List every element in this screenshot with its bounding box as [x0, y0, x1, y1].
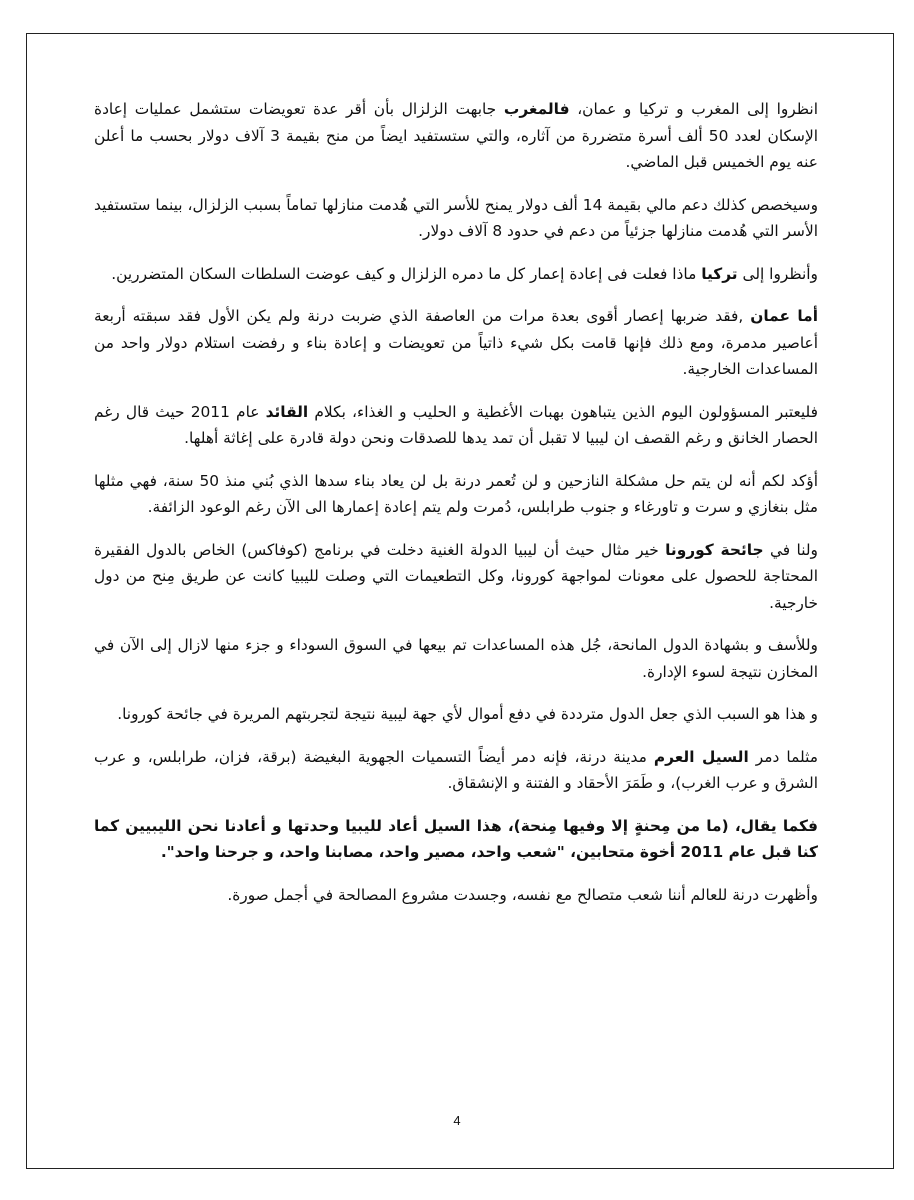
text-segment: وأنظروا إلى	[737, 264, 818, 283]
text-segment: خير مثال حيث أن ليبيا الدولة الغنية دخلت في برنامج (كوفاكس) الخاص بالدول الفقيرة المحتاجة للحصول على معونات لمواجهة كورونا، وكل التطعيمات التي وصلت لليبيا كانت عن طريق مِنح من دول خارجية.	[94, 540, 818, 612]
bold-segment: السيل العرم	[653, 747, 749, 766]
text-segment: وأظهرت درنة للعالم أننا شعب متصالح مع نفسه، وجسدت مشروع المصالحة في أجمل صورة.	[227, 885, 818, 904]
paragraph-7	[94, 537, 818, 617]
page-number: 4	[453, 1113, 461, 1128]
text-segment: مدينة درنة، فإنه دمر أيضاً التسميات الجهوية البغيضة (برقة، فزان، طرابلس، و عرب الشرق و عرب الغرب)، و طَمَرَ الأحقاد و الفتنة و الإنشقاق.	[94, 747, 818, 792]
text-segment: ,فقد ضربها إعصار أقوى بعدة مرات من العاصفة الذي ضربت درنة ولم يكن الأول فقد سبقته أربعة أعاصير مدمرة، ومع ذلك فإنها قامت بكل شيء ذاتياً من تعويضات و إعادة بناء و رفضت استلام دولار واحد من المساعدات الخارجية.	[94, 307, 818, 378]
paragraph-3	[94, 261, 818, 288]
paragraph-1	[94, 96, 818, 176]
paragraph-2	[94, 192, 818, 245]
document-body	[94, 96, 818, 924]
bold-segment: جائحة كورونا	[665, 540, 764, 559]
text-segment: وسيخصص كذلك دعم مالي بقيمة 14 ألف دولار يمنح للأسر التي هُدمت منازلها تماماً بسبب الزلزال، بينما ستستفيد الأسر التي هُدمت منازلها جزئياً من دعم في حدود 8 آلاف دولار.	[94, 195, 819, 240]
bold-segment: أما عمان	[750, 307, 818, 325]
text-segment: جابهت الزلزال بأن أقر عدة تعويضات ستشمل عمليات إعادة الإسكان لعدد 50 ألف أسرة متضررة من آثاره، والتي ستستفيد ايضاً من منح بقيمة 3 آلاف دولار بحسب ما أعلن عنه يوم الخميس قبل الماضي.	[94, 100, 818, 171]
text-segment: ماذا فعلت فى إعادة إعمار كل ما دمره الزلزال و كيف عوضت السلطات السكان المتضررين.	[111, 264, 702, 283]
paragraph-10	[94, 744, 818, 797]
text-segment: أؤكد لكم أنه لن يتم حل مشكلة النازحين و لن تُعمر درنة بل لن يعاد بناء سدها الذي بُني منذ 50 سنة، فهي مثلها مثل بنغازي و سرت و تاورغاء و جنوب طرابلس، دُمرت ولم يتم إعادة إعمارها الى الآن رغم الوعود الزائفة.	[94, 471, 818, 516]
text-segment: وللأسف و بشهادة الدول المانحة، جُل هذه المساعدات تم بيعها في السوق السوداء و جزء منها لازال إلى الآن في المخازن نتيجة لسوء الإدارة.	[94, 636, 818, 681]
paragraph-5	[94, 399, 818, 452]
bold-segment: تركيا	[701, 264, 738, 283]
text-segment: مثلما دمر	[748, 747, 818, 766]
bold-segment: القائد	[265, 402, 309, 421]
text-segment: فليعتبر المسؤولون اليوم الذين يتباهون بهبات الأغطية و الحليب و الغذاء، بكلام	[308, 402, 819, 421]
paragraph-4	[94, 303, 818, 383]
text-segment: و هذا هو السبب الذي جعل الدول مترددة في دفع أموال لأي جهة ليبية نتيجة لتجربتهم المريرة في جائحة كورونا.	[117, 705, 818, 723]
paragraph-9	[94, 701, 818, 728]
text-segment: فكما يقال، (ما من مِحنةٍ إلا وفيها مِنحة)، هذا السيل أعاد لليبيا وحدتها و أعادنا نحن الليبيين كما كنا قبل عام 2011 أخوة متحابين، "شعب واحد، مصير واحد، مصابنا واحد، و جرحنا واحد".	[94, 816, 818, 861]
paragraph-6	[94, 468, 818, 521]
paragraph-12	[94, 882, 818, 909]
paragraph-8	[94, 632, 818, 685]
bold-segment: فالمغرب	[503, 100, 570, 118]
text-segment: عام 2011 حيث قال رغم الحصار الخانق و رغم القصف ان ليبيا لا تقبل أن تمد يدها للصدقات ونحن دولة قادرة على إغاثة أهلها.	[94, 402, 818, 447]
text-segment: ولنا في	[763, 540, 818, 559]
paragraph-11	[94, 813, 818, 866]
text-segment: انظروا إلى المغرب و تركيا و عمان،	[569, 100, 818, 118]
